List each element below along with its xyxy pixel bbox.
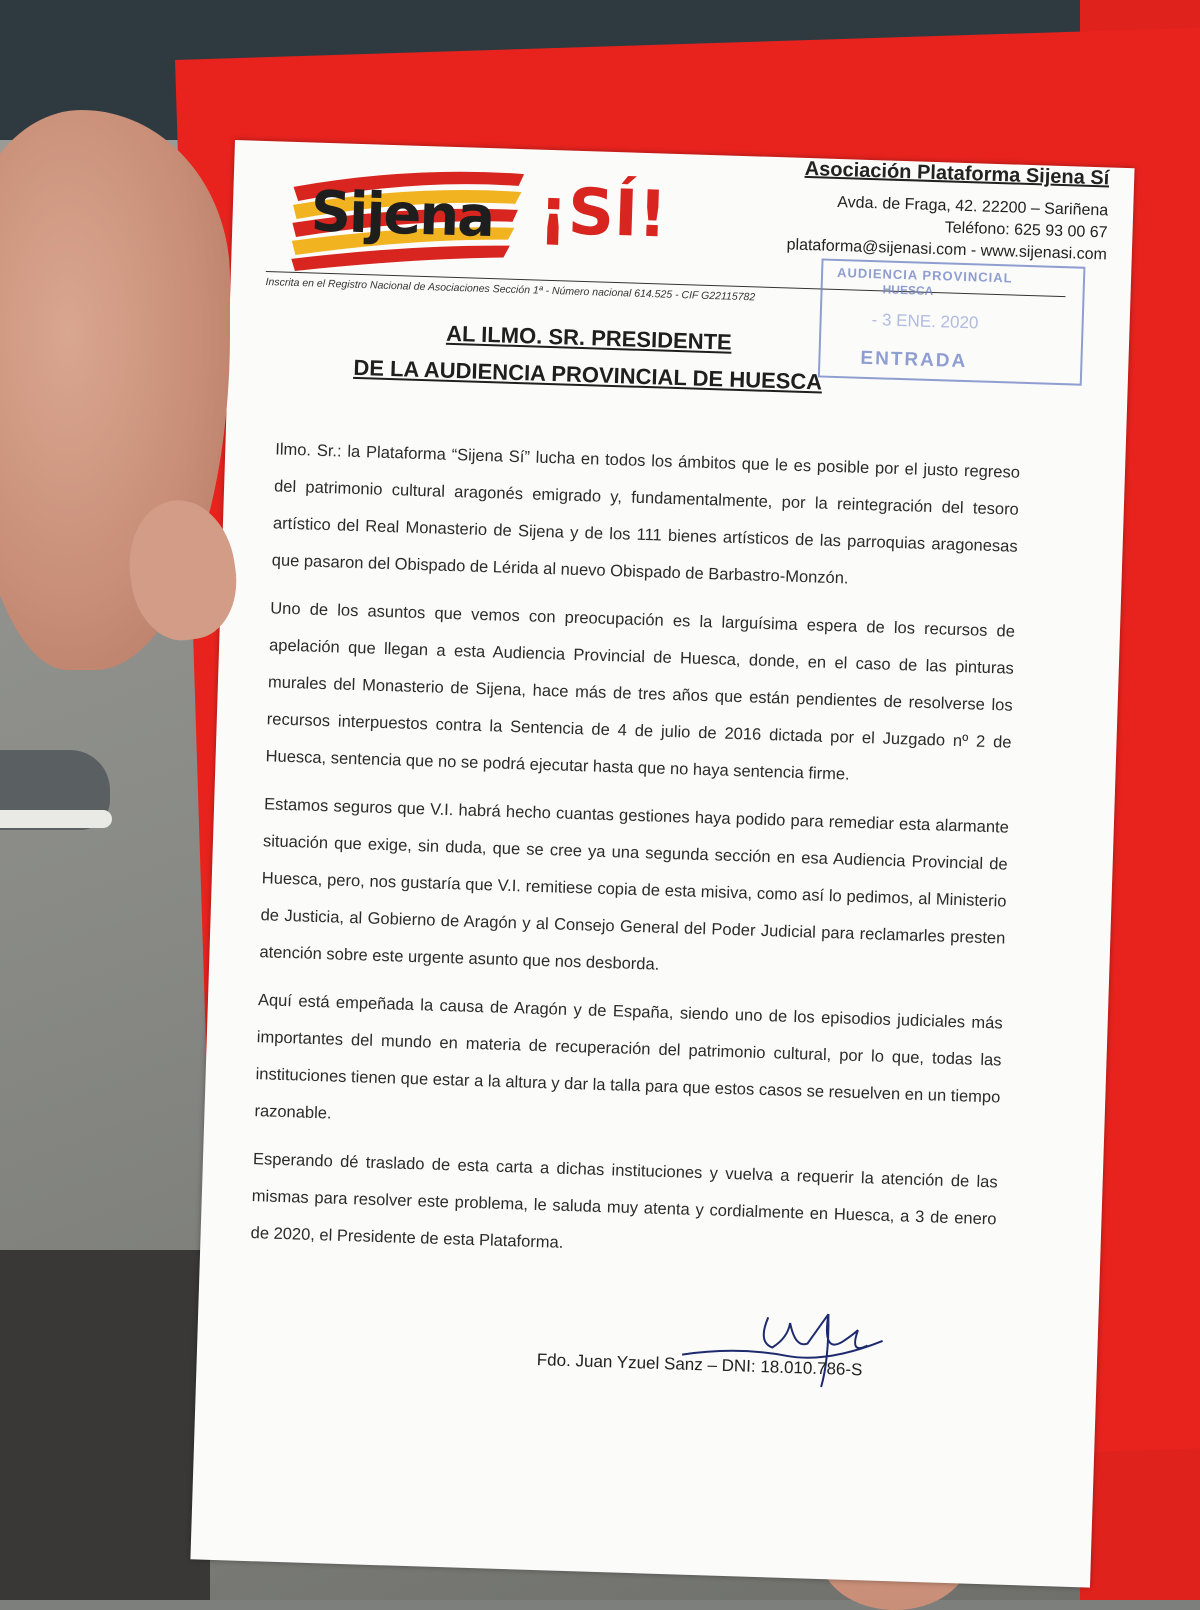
org-name: Asociación Plataforma Sijena Sí [804, 157, 1110, 190]
stamp-entry: ENTRADA [860, 347, 968, 373]
org-phone: Teléfono: 625 93 00 67 [944, 219, 1108, 242]
org-contact: plataforma@sijenasi.com - www.sijenasi.com [786, 236, 1108, 264]
org-address: Avda. de Fraga, 42. 22200 – Sariñena [837, 193, 1109, 220]
paragraph: Aquí está empeñada la causa de Aragón y de España, siendo uno de los episodios judiciales más importantes del mundo en materia de recuperación del patrimonio cultural, por lo que, todas las instituciones tienen que estar a la altura y dar la talla para que estos casos se resuelven en un tiempo razonable. [254, 991, 1003, 1123]
letter-sheet [190, 140, 1134, 1588]
paragraph: Uno de los asuntos que vemos con preocupación es la larguísima espera de los recursos de apelación que llegan a esta Audiencia Provincial de Huesca, donde, en el caso de las pinturas murales del Monasterio de Sijena, hace más de tres años que están pendientes de resolverse los recursos interpuestos contra la Sentencia de 4 de julio de 2016 dictada por el Juzgado nº 2 de Huesca, sentencia que no se podrá ejecutar hasta que no haya sentencia firme. [265, 599, 1016, 784]
stamp-date: - 3 ENE. 2020 [871, 310, 979, 333]
stamp-city: HUESCA [882, 282, 934, 299]
title-line-1: AL ILMO. SR. PRESIDENTE [445, 320, 733, 355]
paragraph: Estamos seguros que V.I. habrá hecho cuantas gestiones haya podido para remediar esta alarmante situación que exige, sin duda, que se cree ya una segunda sección en esa Audiencia Provincial de Huesca, pero, nos gustaría que V.I. remitiese copia de esta misiva, como así lo pedimos, al Ministerio de Justicia, al Gobierno de Aragón y al Consejo General del Poder Judicial para reclamarles presten atención sobre este urgente asunto que nos desborda. [259, 795, 1010, 974]
logo-wordmark: Sijena [309, 179, 495, 251]
stamp-court: AUDIENCIA PROVINCIAL [836, 264, 1013, 286]
dark-clothing [0, 1250, 210, 1600]
letter-body [250, 431, 1021, 1286]
letterhead [687, 154, 1110, 264]
logo-exclamation: ¡SÍ! [537, 174, 669, 253]
sijena-logo [291, 157, 669, 288]
title-line-2: DE LA AUDIENCIA PROVINCIAL DE HUESCA [353, 355, 823, 395]
paragraph: Esperando dé traslado de esta carta a dichas instituciones y vuelva a requerir la atención de las mismas para resolver este problema, le saluda muy atenta y cordialmente en Huesca, a 3 de enero de 2020, el Presidente de esta Plataforma. [250, 1150, 998, 1252]
paragraph: Ilmo. Sr.: la Plataforma “Sijena Sí” lucha en todos los ámbitos que le es posible por el justo regreso del patrimonio cultural aragonés emigrado y, fundamentalmente, por la reintegración del tesoro artístico del Real Monasterio de Sijena y de los 111 bienes artísticos de las parroquias aragonesas que pasaron del Obispado de Lérida al nuevo Obispado de Barbastro-Monzón. [271, 440, 1021, 588]
signoff: Fdo. Juan Yzuel Sanz – DNI: 18.010.786-S [536, 1350, 863, 1380]
registry-line: Inscrita en el Registro Nacional de Asociaciones Sección 1ª - Número nacional 614.525 - CIF G22115782 [265, 271, 1065, 313]
shoe-sole [0, 810, 112, 828]
